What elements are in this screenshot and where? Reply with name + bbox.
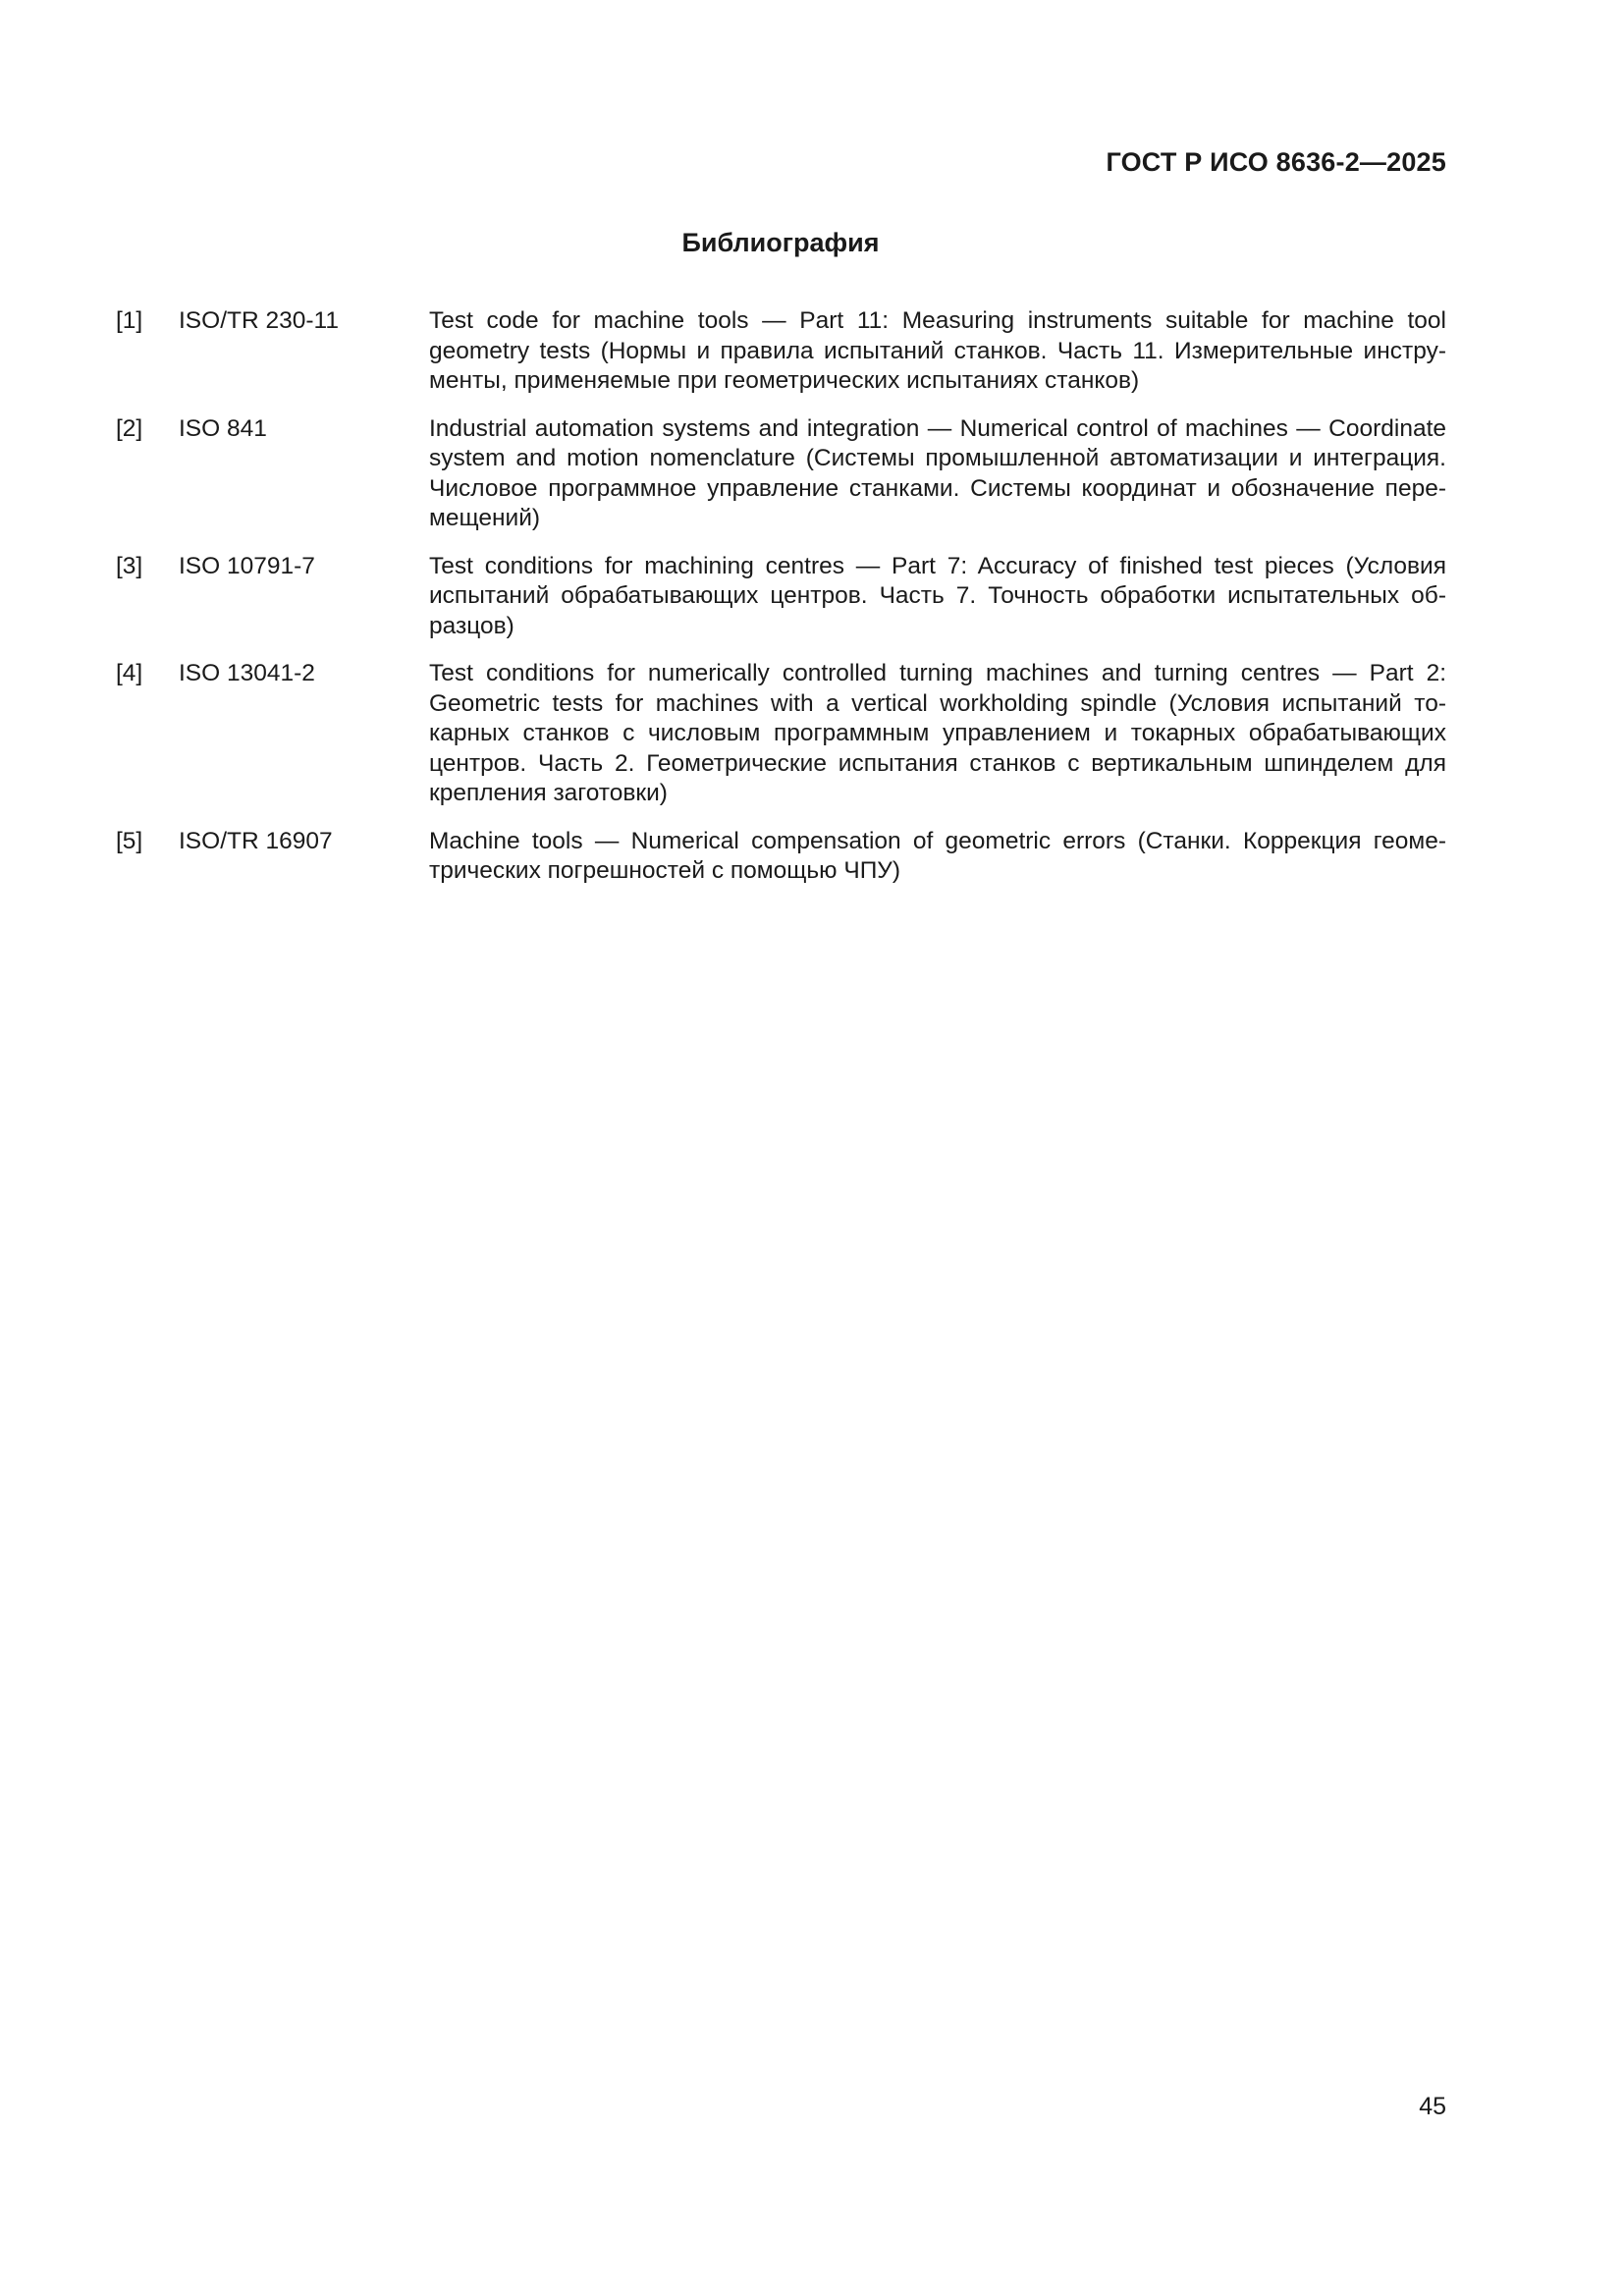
entry-number: [2] xyxy=(116,414,143,442)
entry-title: Test conditions for machining centres — Part 7: Accuracy of finished test pieces (Условия испытаний обрабатывающих центров. Часть 7. Точность обработки испытательных образцов) xyxy=(429,552,1446,639)
entry-title: Test code for machine tools — Part 11: Measuring instruments suitable for machine tool geometry tests (Нормы и правила испытаний станков. Часть 11. Измерительные инструменты, применяемые при геометрических испытаниях станков) xyxy=(429,307,1446,394)
entry-title: Machine tools — Numerical compensation of geometric errors (Станки. Коррекция геометрических погрешностей с помощью ЧПУ) xyxy=(429,827,1446,884)
entry-standard-code: ISO/TR 16907 xyxy=(179,827,333,854)
entry-title: Industrial automation systems and integration — Numerical control of machines — Coordinate system and motion nomenclature (Системы промышленной автоматизации и интеграция. Числовое программное управление станками. Системы координат и обозначение перемещений) xyxy=(429,414,1446,531)
entry-title: Test conditions for numerically controlled turning machines and turning centres — Part 2: Geometric tests for machines with a vertical workholding spindle (Условия испытаний токарных станков с числовым программным управлением и токарных обрабатывающих центров. Часть 2. Геометрические испытания станков с вертикальным шпинделем для крепления заготовки) xyxy=(429,660,1446,806)
entry-standard-code: ISO 13041-2 xyxy=(179,660,315,686)
entry-number: [4] xyxy=(116,660,143,686)
page-number: 45 xyxy=(1419,2093,1446,2120)
bibliography-entry xyxy=(116,414,1446,534)
document-code: ГОСТ Р ИСО 8636-2—2025 xyxy=(1106,147,1446,177)
entry-standard-code: ISO/TR 230-11 xyxy=(179,307,339,334)
entry-number: [1] xyxy=(116,307,143,334)
bibliography-entry xyxy=(116,306,1446,397)
entry-standard-code: ISO 10791-7 xyxy=(179,552,315,579)
bibliography-entry xyxy=(116,659,1446,809)
bibliography-entry xyxy=(116,552,1446,642)
entry-number: [3] xyxy=(116,552,143,579)
entry-standard-code: ISO 841 xyxy=(179,414,267,442)
section-title: Библиография xyxy=(681,228,880,257)
bibliography-entry xyxy=(116,827,1446,887)
entry-number: [5] xyxy=(116,827,143,854)
bibliography-list xyxy=(116,306,1446,904)
